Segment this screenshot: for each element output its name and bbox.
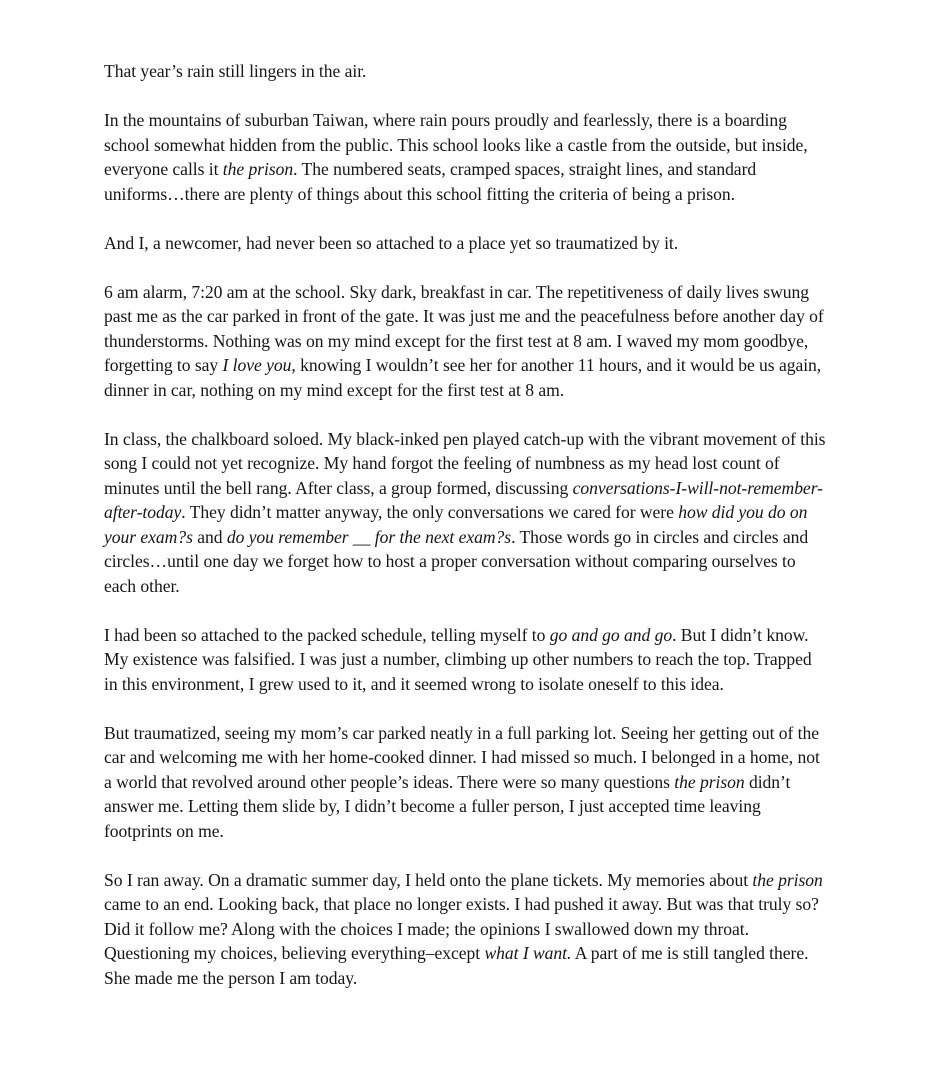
italic-phrase: the prison <box>752 869 823 890</box>
text-run: So I ran away. On a dramatic summer day, I held onto the plane tickets. My memories about <box>104 869 753 890</box>
text-run: I had been so attached to the packed schedule, telling myself to <box>104 624 550 645</box>
paragraph-morning-routine <box>104 280 826 403</box>
text-run: and <box>192 526 227 547</box>
text-run: 6 am alarm, 7:20 am at the school. Sky dark, breakfast in car. The repetitiveness of daily lives swung past me as the car parked in front of the gate. It was just me and the peacefulness before another day of thunderstorms. Nothing was on my mind except for the first test at 8 am. I waved my mom goodbye, forgetting to say <box>104 281 824 375</box>
italic-phrase: do you remember __ for the next exam?s <box>226 526 512 547</box>
text-run: A part of me is still tangled there. She made me the person I am today. <box>104 943 809 988</box>
text-run: That year’s rain still lingers in the air. <box>104 61 367 81</box>
text-run: . Those words go in circles and circles and circles…until one day we forget how to host a proper conversation without comparing ourselves to each other. <box>104 526 809 596</box>
text-run: In the mountains of suburban Taiwan, where rain pours proudly and fearlessly, there is a boarding school somewhat hidden from the public. This school looks like a castle from the outside, but inside, everyone calls it <box>104 110 808 179</box>
essay-document <box>104 59 826 990</box>
paragraph-newcomer <box>104 231 826 256</box>
paragraph-traumatized <box>104 721 826 844</box>
italic-phrase: the prison <box>674 771 745 792</box>
italic-phrase: what I want. <box>484 943 572 963</box>
paragraph-in-class <box>104 427 826 599</box>
paragraph-opening-line <box>104 59 826 84</box>
italic-phrase: how did you do on your exam?s <box>104 502 808 547</box>
text-run: came to an end. Looking back, that place no longer exists. I had pushed it away. But was that truly so? Did it follow me? Along with the choices I made; the opinions I swallowed down my throat. Questioning my choices, believing everything–except <box>104 894 819 963</box>
text-run: , knowing I wouldn’t see her for another 11 hours, and it would be us again, dinner in car, nothing on my mind except for the first test at 8 am. <box>104 355 822 400</box>
italic-phrase: the prison <box>222 159 294 179</box>
italic-phrase: go and go and go <box>549 624 673 645</box>
text-run: And I, a newcomer, had never been so attached to a place yet so traumatized by it. <box>104 232 679 253</box>
italic-phrase: conversations-I-will-not-remember-after-today <box>104 477 823 522</box>
text-run: In class, the chalkboard soloed. My black-inked pen played catch-up with the vibrant movement of this song I could not yet recognize. My hand forgot the feeling of numbness as my head lost count of minutes until the bell rang. After class, a group formed, discussing <box>104 428 826 498</box>
text-run: . The numbered seats, cramped spaces, straight lines, and standard uniforms…there are plenty of things about this school fitting the criteria of being a prison. <box>104 159 757 204</box>
text-run: . They didn’t matter anyway, the only conversations we cared for were <box>181 502 679 522</box>
text-run: But traumatized, seeing my mom’s car parked neatly in a full parking lot. Seeing her getting out of the car and welcoming me with her home-cooked dinner. I had missed so much. I belonged in a home, not a world that revolved around other people’s ideas. There were so many questions <box>104 722 820 792</box>
paragraph-school-description <box>104 108 826 206</box>
italic-phrase: I love you <box>222 355 292 375</box>
text-run: . But I didn’t know. My existence was falsified. I was just a number, climbing up other numbers to reach the top. Trapped in this environment, I grew used to it, and it seemed wrong to isolate oneself to this idea. <box>104 624 812 694</box>
paragraph-ran-away <box>104 868 826 991</box>
text-run: didn’t answer me. Letting them slide by, I didn’t become a fuller person, I just accepted time leaving footprints on me. <box>104 771 791 841</box>
paragraph-packed-schedule <box>104 623 826 697</box>
